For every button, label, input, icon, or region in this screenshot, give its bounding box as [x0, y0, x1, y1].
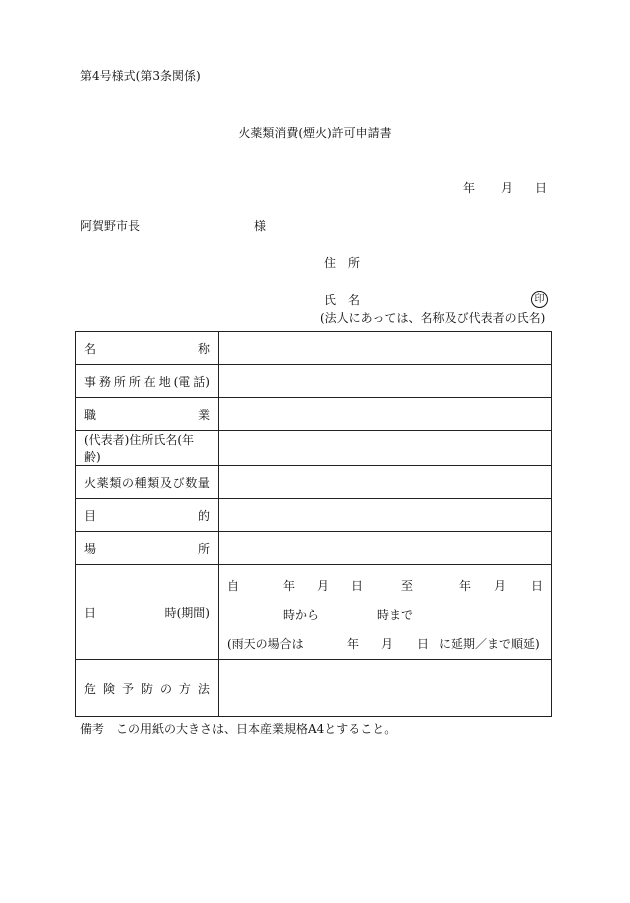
- row-label: [76, 466, 219, 499]
- table-row: [76, 466, 552, 499]
- date-year-label: 年: [463, 181, 476, 195]
- addressee: 阿賀野市長: [80, 219, 141, 233]
- until-time-label: 時まで: [376, 607, 413, 622]
- from-label: 自: [226, 578, 239, 593]
- label-char: 所: [113, 374, 126, 389]
- schedule-date-range: [219, 569, 551, 598]
- row-label-schedule: [76, 565, 219, 660]
- label-char: 防: [140, 681, 153, 696]
- table-row-danger-prevention: [76, 660, 552, 717]
- label-char: 量: [197, 475, 210, 490]
- label-char: 法: [197, 681, 210, 696]
- from-month-label: 月: [316, 578, 329, 593]
- table-body: [76, 332, 552, 565]
- row-label: [76, 365, 219, 398]
- label-char: 的: [197, 508, 210, 523]
- schedule-rain-clause: [219, 627, 551, 656]
- label-char: 予: [121, 681, 134, 696]
- applicant-address-label: 住 所: [324, 256, 361, 270]
- to-label: 至: [400, 578, 413, 593]
- from-year-label: 年: [282, 578, 295, 593]
- from-time-label: 時から: [282, 607, 319, 622]
- row-value-field[interactable]: [218, 466, 551, 499]
- label-char: 話): [193, 374, 210, 389]
- table-row: [76, 431, 552, 466]
- rain-label: (雨天の場合は: [226, 636, 304, 651]
- label-char: の: [159, 681, 172, 696]
- row-label-danger-prevention: [76, 660, 219, 717]
- label-char: 名: [84, 341, 97, 356]
- label-char: 職: [84, 407, 97, 422]
- label-char: 日: [84, 605, 97, 620]
- row-value-field[interactable]: [218, 332, 551, 365]
- label-char: 類: [109, 475, 122, 490]
- table-row: [76, 499, 552, 532]
- label-char: 在: [143, 374, 156, 389]
- table-row: [76, 532, 552, 565]
- label-char: 目: [84, 508, 97, 523]
- label-char: 薬: [96, 475, 109, 490]
- applicant-name-label: 氏 名: [324, 293, 361, 307]
- label-char: 場: [84, 541, 97, 556]
- remarks: 備考 この用紙の大きさは、日本産業規格A4とすること。: [80, 722, 397, 736]
- row-label: [76, 499, 219, 532]
- date-month-label: 月: [501, 181, 514, 195]
- label-char: 数: [185, 475, 198, 490]
- label-char: 業: [197, 407, 210, 422]
- honorific: 様: [254, 219, 267, 233]
- label-char: 火: [84, 475, 97, 490]
- corporate-note: (法人にあっては、名称及び代表者の氏名): [320, 311, 546, 325]
- label-char: 類: [147, 475, 160, 490]
- to-year-label: 年: [458, 578, 471, 593]
- label-char: 地: [158, 374, 171, 389]
- label-char: 及: [159, 475, 172, 490]
- row-label: [76, 431, 219, 466]
- row-label: [76, 532, 219, 565]
- from-day-label: 日: [350, 578, 363, 593]
- rain-day-label: 日: [416, 636, 429, 651]
- table-row: [76, 398, 552, 431]
- label-char: び: [172, 475, 185, 490]
- label-char: 事: [84, 374, 97, 389]
- rain-year-label: 年: [346, 636, 359, 651]
- form-number: 第4号様式(第3条関係): [80, 69, 201, 83]
- schedule-time-range: [219, 598, 551, 627]
- label-char: (電: [173, 374, 191, 389]
- application-table: [75, 331, 552, 717]
- rain-month-label: 月: [380, 636, 393, 651]
- row-value-field[interactable]: [218, 365, 551, 398]
- row-label: [76, 332, 219, 365]
- label-char: 所: [128, 374, 141, 389]
- row-value-danger-prevention[interactable]: [218, 660, 551, 717]
- seal-mark: 印: [531, 291, 548, 308]
- postpone-label: に延期／まで順延): [438, 636, 540, 651]
- label-char: 称: [197, 341, 210, 356]
- row-value-field[interactable]: [218, 398, 551, 431]
- row-label: [76, 398, 219, 431]
- row-value-field[interactable]: [218, 532, 551, 565]
- label-char: 種: [134, 475, 147, 490]
- table-row: [76, 332, 552, 365]
- to-month-label: 月: [493, 578, 506, 593]
- label-char: の: [121, 475, 134, 490]
- table-row-schedule: [76, 565, 552, 660]
- label-char: 険: [102, 681, 115, 696]
- label-char: (代表者)住所氏名(年齢): [84, 433, 195, 464]
- document-title: 火薬類消費(煙火)許可申請書: [238, 126, 392, 140]
- row-value-schedule[interactable]: [218, 565, 551, 660]
- label-char: 所: [197, 541, 210, 556]
- row-value-field[interactable]: [218, 499, 551, 532]
- row-value-field[interactable]: [218, 431, 551, 466]
- label-char: 務: [98, 374, 111, 389]
- table-row: [76, 365, 552, 398]
- label-char: 危: [84, 681, 97, 696]
- label-char: 時(期間): [164, 605, 210, 620]
- label-char: 方: [178, 681, 191, 696]
- date-day-label: 日: [535, 181, 548, 195]
- to-day-label: 日: [530, 578, 543, 593]
